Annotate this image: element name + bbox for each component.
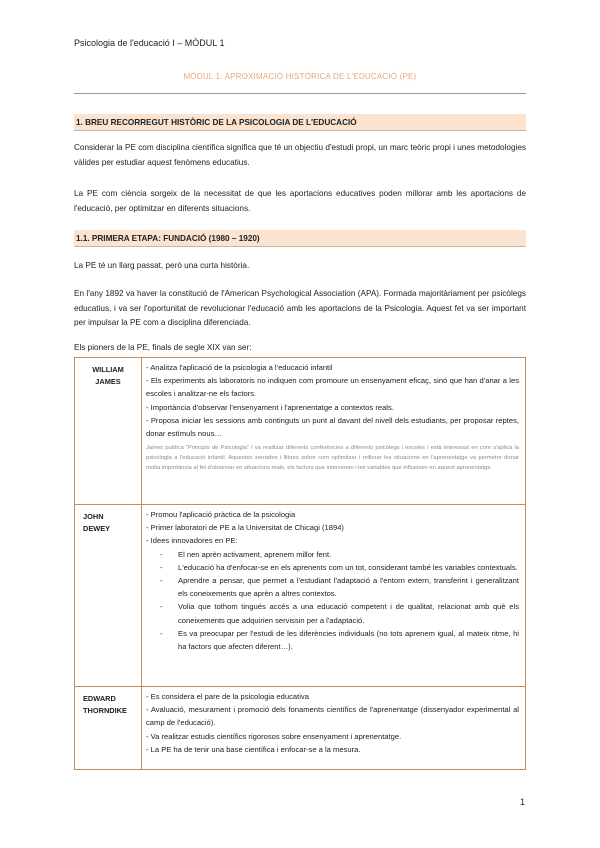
paragraph-text: La PE com ciència sorgeix de la necessitat de que les aportacions educatives poden millorar amb les aportacions de l'educació, per optimitzar en diferents situacions. [74, 189, 526, 213]
table-row-william-james [74, 357, 526, 505]
contribution-item: - Analitza l'aplicació de la psicologia a l'educació infantil [146, 363, 333, 372]
sub-item [146, 548, 519, 561]
sub-item [146, 627, 519, 653]
dash-bullet: - [160, 576, 163, 586]
pioneer-first-name: JOHN [83, 512, 104, 521]
dash-bullet: - [160, 628, 163, 638]
pioneer-last-name: THORNDIKE [83, 706, 127, 715]
contribution-item: - Primer laboratori de PE a la Universitat de Chicagi (1894) [146, 523, 344, 533]
pioneer-first-name: EDWARD [83, 694, 116, 703]
pioneer-contributions [142, 358, 525, 504]
dash-bullet: - [160, 562, 163, 572]
sub-item-text: El nen aprèn activament, aprenem millor fent. [178, 549, 332, 559]
sub-item-text: L'educació ha d'enfocar-se en els aprenents com un tot, considerant també les variables contextuals. [178, 562, 518, 572]
paragraph-text: Considerar la PE com disciplina científica significa que té un objectiu d'estudi propi, un marc teòric propi i unes metodologies vàlides per estudiar aquest fenòmens educatius. [74, 143, 526, 167]
contribution-item: - Els experiments als laboratoris no indiquen com promoure un ensenyament eficaç, sinó que han d'anar a les escoles i analitzar-ne els factors. [146, 376, 519, 399]
contribution-item: - Proposa iniciar les sessions amb continguts un punt al davant del nivell dels estudiants, per proposar reptes, donar estímuls nous… [146, 415, 519, 439]
module-title: MÒDUL 1: APROXIMACIÓ HISTÒRICA DE L'EDUCACIÓ (PE) [183, 72, 417, 81]
contribution-note: James publica “Principis de Psicologia” i va realitzar diferents conferències a diferents psicòlegs i escoles i està interessat en com s'aplica la psicologia a l'educació infantil. Aquestes xerrades i llibres sobre com optimitzar i millorar les situacions en l'aprenentatge va permetre donar molta importància al fet d'observar en situacions reals, els factors que intervenen i les variables que influeixen en aquest aprenentatge. [146, 445, 519, 472]
running-head: Psicologia de l'educació I – MÒDUL 1 [74, 38, 225, 48]
paragraph-text: La PE té un llarg passat, però una curta història. [74, 261, 250, 270]
contribution-item: - La PE ha de tenir una base científica i enfocar-se a la mesura. [146, 744, 361, 754]
paragraph-text: En l'any 1892 va haver la constitució de l'American Psychological Association (APA). Formada majoritàriament per psicòlegs educatius, i va ser l'oportunitat de revolucionar l'educació amb les aportacions de la Psicologia. Aquest fet va ser important per impulsar la PE com a disciplina diferenciada. [74, 289, 526, 327]
pioneer-last-name: JAMES [95, 377, 121, 386]
sub-item-text: Volia que tothom tingués accés a una educació competent i de qualitat, relacionat amb què els coneixements que adquirien servissin per a l'adaptació. [178, 602, 519, 625]
table-row-edward-thorndike [74, 686, 526, 770]
contribution-item: - Promou l'aplicació pràctica de la psicologia [146, 510, 296, 519]
contribution-item: - Avaluació, mesurament i promoció dels fonaments científics de l'aprenentatge (dissenyador experimental al camp de l'educació). [146, 705, 519, 728]
dash-bullet: - [160, 549, 163, 559]
pioneer-contributions [142, 505, 525, 686]
contribution-item: - Es considera el pare de la psicologia educativa [146, 692, 309, 701]
sub-item [146, 561, 519, 574]
paragraph-text: Els pioners de la PE, finals de segle XIX van ser: [74, 343, 252, 352]
section1-1-paragraph-3 [74, 341, 526, 356]
section1-1-paragraph-2 [74, 287, 526, 331]
module-title-rule [74, 93, 526, 94]
sub-item [146, 574, 519, 600]
pioneer-contributions [142, 687, 525, 769]
page-number: 1 [520, 797, 526, 807]
section1-paragraph-2 [74, 187, 526, 216]
pioneer-name [75, 358, 142, 504]
pioneer-name [75, 505, 142, 686]
section1-1-paragraph-1 [74, 259, 526, 274]
section-heading-1-1: 1.1. PRIMERA ETAPA: FUNDACIÓ (1980 – 1920) [74, 230, 526, 247]
section1-paragraph-1 [74, 141, 526, 170]
sub-item-text: Es va preocupar per l'estudi de les diferències individuals (no tots aprenem igual, al mateix ritme, hi ha factors que afecten diferent…). [178, 628, 519, 652]
contribution-item: - Va realitzar estudis científics rigorosos sobre ensenyament i aprenentatge. [146, 731, 402, 741]
sub-item [146, 600, 519, 626]
contribution-item: - Importància d'observar l'ensenyament i l'aprenentatge a contextos reals. [146, 402, 394, 412]
pioneer-last-name: DEWEY [83, 524, 111, 533]
pioneer-first-name: WILLIAM [92, 365, 124, 374]
sub-item-text: Aprendre a pensar, que permet a l'estudiant l'adaptació a l'entorn extern, transferint i generalitzant els coneixements que aprèn a altres contextos. [178, 576, 519, 599]
section-heading-1: 1. BREU RECORREGUT HISTÒRIC DE LA PSICOLOGIA DE L'EDUCACIÓ [74, 114, 526, 131]
table-row-john-dewey [74, 504, 526, 687]
contribution-item: - Idees innovadores en PE: [146, 536, 238, 546]
pioneer-name [75, 687, 142, 769]
dash-bullet: - [160, 602, 163, 612]
